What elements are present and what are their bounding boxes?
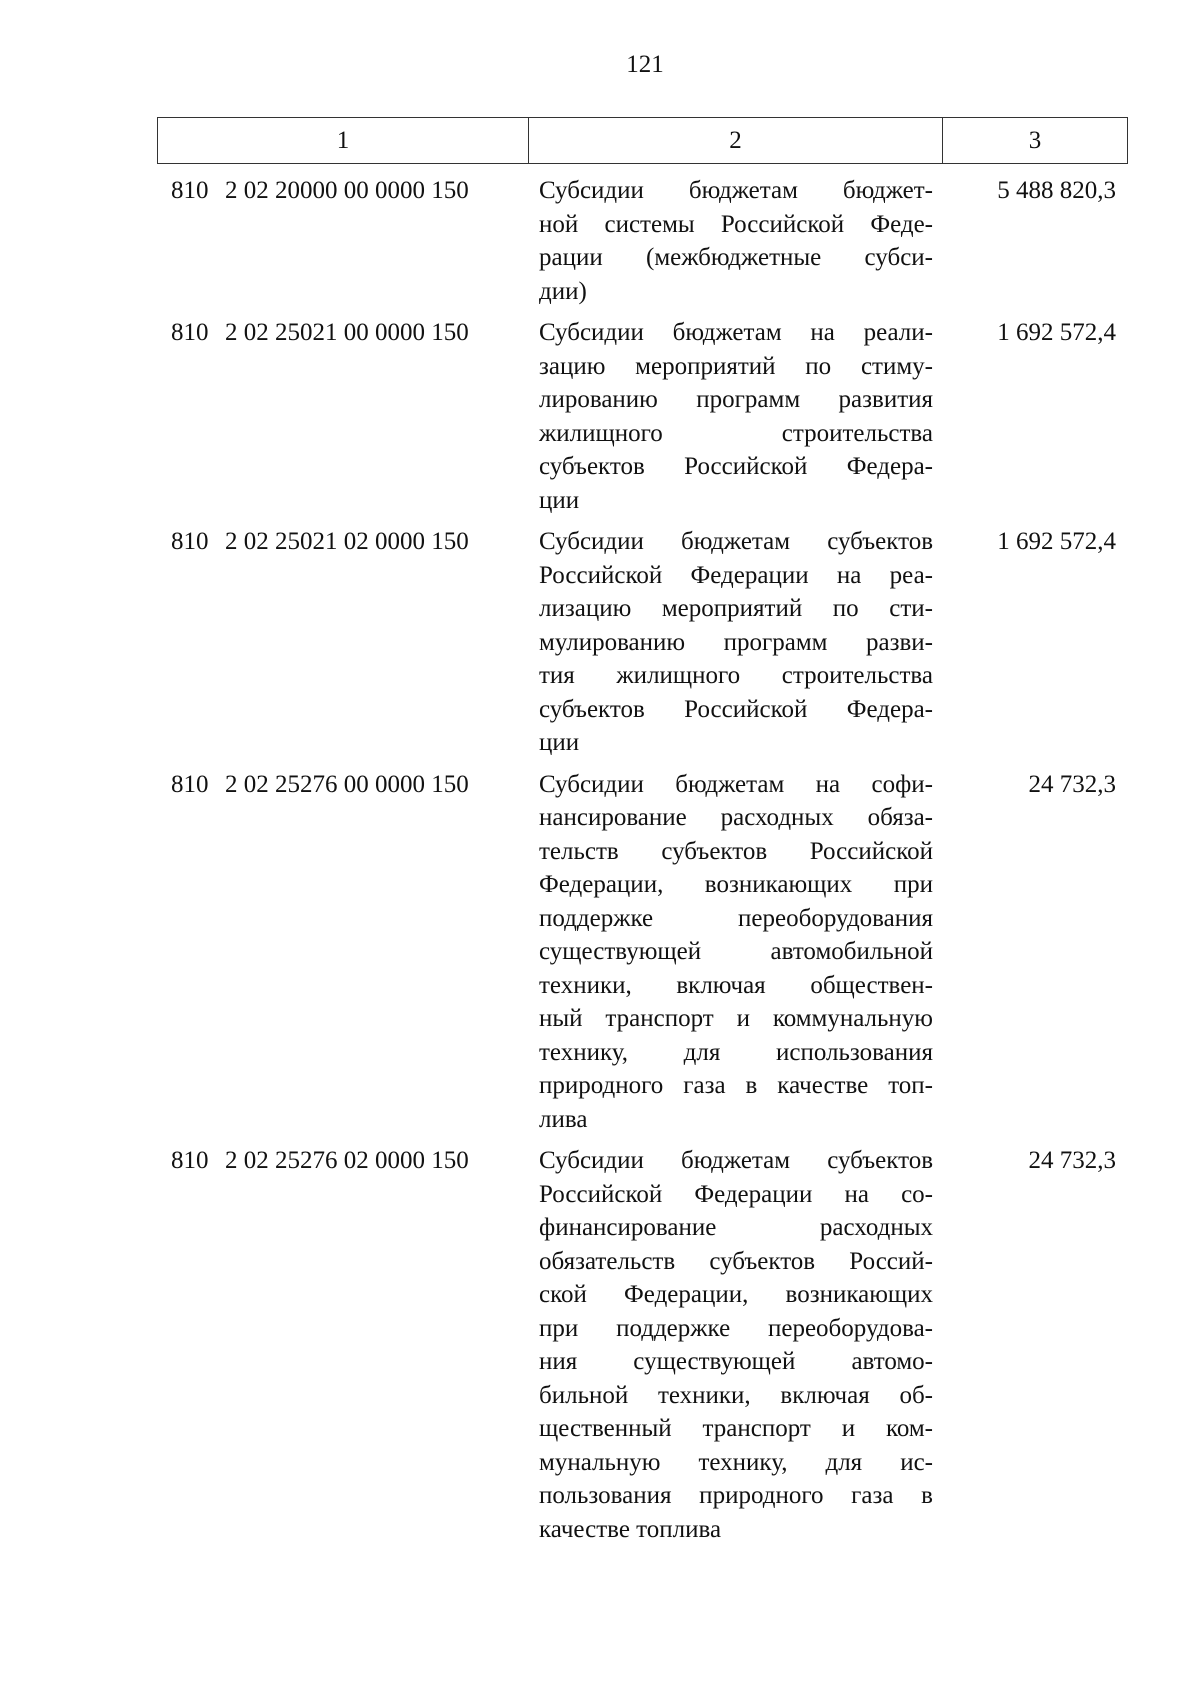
income-name-line: пользования природного газа в xyxy=(539,1482,933,1509)
amount-cell: 1 692 572,4 xyxy=(997,319,1116,346)
income-name-line: ния существующей автомо- xyxy=(539,1348,933,1375)
income-name-line: ный транспорт и коммунальную xyxy=(539,1005,933,1032)
table-row xyxy=(157,768,1128,1137)
income-name-line: лированию программ развития xyxy=(539,386,933,413)
classification-code-cell: 2 02 25276 00 0000 150 xyxy=(225,770,469,798)
admin-code-cell: 810 xyxy=(171,528,209,555)
income-name-cell xyxy=(528,174,942,308)
classification-code-cell: 2 02 25021 02 0000 150 xyxy=(225,528,469,555)
classification-code-cell: 2 02 20000 00 0000 150 xyxy=(225,177,469,204)
table-row xyxy=(157,316,1128,517)
admin-code-cell: 810 xyxy=(171,319,209,346)
income-name-line: при поддержке переоборудова- xyxy=(539,1314,933,1342)
income-name-line: лива xyxy=(539,1105,588,1133)
income-name-line: техники, включая обществен- xyxy=(539,971,933,999)
income-name-cell xyxy=(528,1144,942,1546)
income-name-line: существующей автомобильной xyxy=(539,938,933,965)
income-name-line: технику, для использования xyxy=(539,1038,933,1066)
income-name-line: ской Федерации, возникающих xyxy=(539,1281,933,1308)
income-name-line: ции xyxy=(539,729,580,756)
income-name-line: Субсидии бюджетам бюджет- xyxy=(539,177,933,204)
income-name-line: Субсидии бюджетам на софи- xyxy=(539,770,933,798)
income-name-line: Российской Федерации на реа- xyxy=(539,561,933,589)
income-name-line: Федерации, возникающих при xyxy=(539,871,933,898)
classification-code-cell: 2 02 25021 00 0000 150 xyxy=(225,319,469,346)
income-name-line: природного газа в качестве топ- xyxy=(539,1072,933,1099)
classification-code-cell: 2 02 25276 02 0000 150 xyxy=(225,1147,469,1174)
income-name-line: тельств субъектов Российской xyxy=(539,837,933,865)
income-name-cell xyxy=(528,768,942,1137)
income-name-line: тия жилищного строительства xyxy=(539,662,933,689)
income-name-line: финансирование расходных xyxy=(539,1214,933,1241)
income-name-line: нансирование расходных обяза- xyxy=(539,804,933,831)
income-name-line: поддержке переоборудования xyxy=(539,904,933,932)
income-name-line: рации (межбюджетные субси- xyxy=(539,244,933,271)
admin-code-cell: 810 xyxy=(171,770,209,798)
table-row xyxy=(157,1144,1128,1546)
income-name-line: зацию мероприятий по стиму- xyxy=(539,352,933,380)
income-name-line: Субсидии бюджетам субъектов xyxy=(539,1147,933,1174)
table-row xyxy=(157,525,1128,760)
amount-cell: 5 488 820,3 xyxy=(997,177,1116,204)
income-name-line: щественный транспорт и ком- xyxy=(539,1415,933,1442)
income-name-line: лизацию мероприятий по сти- xyxy=(539,595,933,622)
income-name-line: субъектов Российской Федера- xyxy=(539,695,933,723)
income-name-line: субъектов Российской Федера- xyxy=(539,453,933,480)
income-name-line: мулированию программ разви- xyxy=(539,628,933,656)
amount-cell: 24 732,3 xyxy=(1028,770,1116,798)
income-name-line: дии) xyxy=(539,277,587,305)
page-number: 121 xyxy=(626,51,664,78)
amount-cell: 24 732,3 xyxy=(1028,1147,1116,1174)
admin-code-cell: 810 xyxy=(171,177,209,204)
income-name-line: мунальную технику, для ис- xyxy=(539,1448,933,1476)
header-col-2: 2 xyxy=(529,118,943,163)
table-row xyxy=(157,174,1128,308)
income-name-line: Субсидии бюджетам субъектов xyxy=(539,528,933,555)
table-body xyxy=(157,174,1128,1554)
income-name-line: ции xyxy=(539,486,580,514)
income-name-line: обязательств субъектов Россий- xyxy=(539,1247,933,1275)
income-name-line: жилищного строительства xyxy=(539,419,933,447)
header-col-3: 3 xyxy=(1028,126,1042,154)
income-name-line: Субсидии бюджетам на реали- xyxy=(539,319,933,346)
income-name-cell xyxy=(528,316,942,517)
amount-cell: 1 692 572,4 xyxy=(997,528,1116,555)
income-name-cell xyxy=(528,525,942,760)
income-name-line: ной системы Российской Феде- xyxy=(539,210,933,238)
income-name-line: Российской Федерации на со- xyxy=(539,1180,933,1208)
income-name-line: качестве топлива xyxy=(539,1515,722,1543)
header-col-1: 1 xyxy=(158,118,529,163)
admin-code-cell: 810 xyxy=(171,1147,209,1174)
table-header xyxy=(157,117,1128,164)
income-name-line: бильной техники, включая об- xyxy=(539,1381,933,1409)
